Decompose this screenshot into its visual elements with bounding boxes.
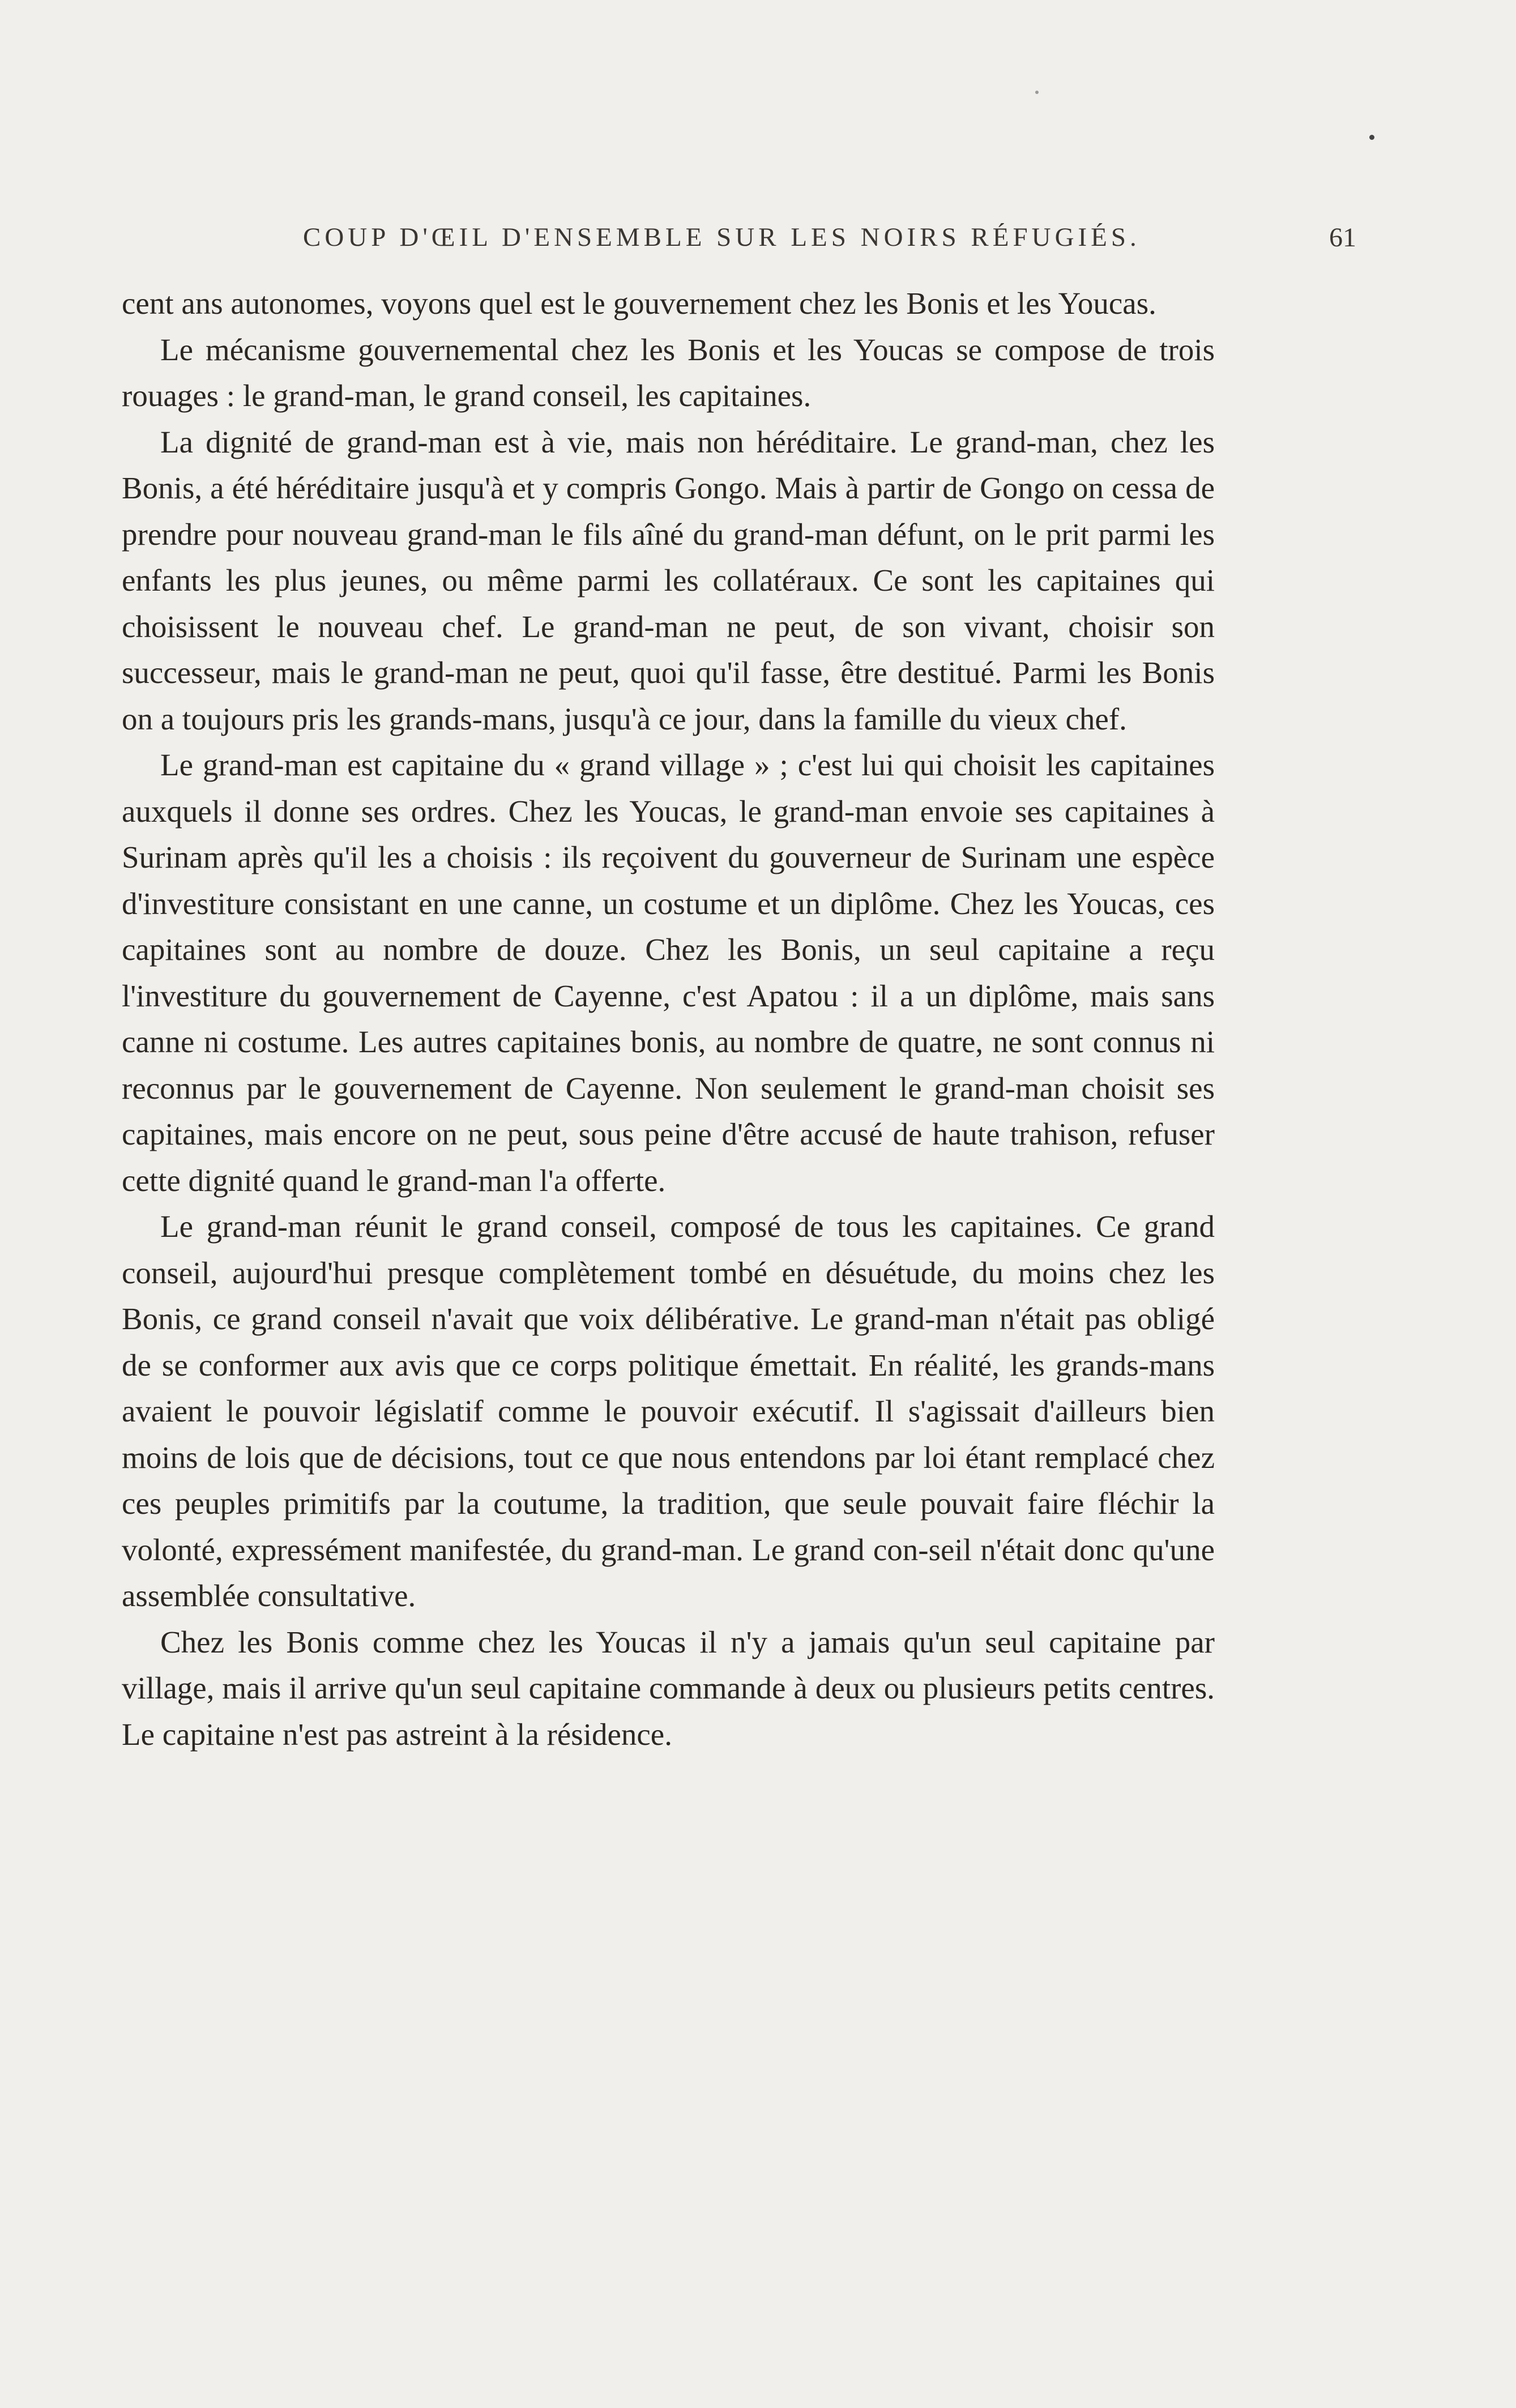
print-speck — [1369, 135, 1374, 140]
paragraph-1: cent ans autonomes, voyons quel est le gouvernement chez les Bonis et les Youcas. — [122, 286, 1156, 321]
running-title: COUP D'ŒIL D'ENSEMBLE SUR LES NOIRS RÉFUGIÉS. — [303, 223, 1141, 252]
paragraph-6: Chez les Bonis comme chez les Youcas il n'y a jamais qu'un seul capitaine par village, mais il arrive qu'un seul capitaine commande à deux ou plusieurs petits centres. Le capitaine n'est pas astreint à la résidence. — [122, 1624, 1215, 1752]
paragraph-4: Le grand-man est capitaine du « grand village » ; c'est lui qui choisit les capitaines auxquels il donne ses ordres. Chez les Youcas, le grand-man envoie ses capitaines à Surinam après qu'il les a choisis : ils reçoivent du gouverneur de Surinam une espèce d'investiture consistant en une canne, un costume et un diplôme. Chez les Youcas, ces capitaines sont au nombre de douze. Chez les Bonis, un seul capitaine a reçu l'investiture du gouvernement de Cayenne, c'est Apatou : il a un diplôme, mais sans canne ni costume. Les autres capitaines bonis, au nombre de quatre, ne sont connus ni reconnus par le gouvernement de Cayenne. Non seulement le grand-man choisit ses capitaines, mais encore on ne peut, sous peine d'être accusé de haute trahison, refuser cette dignité quand le grand-man l'a offerte. — [122, 748, 1215, 1198]
running-head — [122, 222, 1356, 262]
print-speck — [1035, 91, 1039, 94]
paragraph-3: La dignité de grand-man est à vie, mais non héréditaire. Le grand-man, chez les Bonis, a été héréditaire jusqu'à et y compris Gongo. Mais à partir de Gongo on cessa de prendre pour nouveau grand-man le fils aîné du grand-man défunt, on le prit parmi les enfants les plus jeunes, ou même parmi les collatéraux. Ce sont les capitaines qui choisissent le nouveau chef. Le grand-man ne peut, de son vivant, choisir son successeur, mais le grand-man ne peut, quoi qu'il fasse, être destitué. Parmi les Bonis on a toujours pris les grands-mans, jusqu'à ce jour, dans la famille du vieux chef. — [122, 424, 1215, 736]
paragraph-2: Le mécanisme gouvernemental chez les Bonis et les Youcas se compose de trois rouages : le grand-man, le grand conseil, les capitaines. — [122, 332, 1215, 413]
body-text — [122, 280, 1215, 1757]
paragraph-5: Le grand-man réunit le grand conseil, composé de tous les capitaines. Ce grand conseil, aujourd'hui presque complètement tombé en désuétude, du moins chez les Bonis, ce grand conseil n'avait que voix délibérative. Le grand-man n'était pas obligé de se conformer aux avis que ce corps politique émettait. En réalité, les grands-mans avaient le pouvoir législatif comme le pouvoir exécutif. Il s'agissait d'ailleurs bien moins de lois que de décisions, tout ce que nous entendons par loi étant remplacé chez ces peuples primitifs par la coutume, la tradition, que seule pouvait faire fléchir la volonté, expressément manifestée, du grand-man. Le grand con-seil n'était donc qu'une assemblée consultative. — [122, 1209, 1215, 1613]
page-number: 61 — [1329, 223, 1356, 253]
